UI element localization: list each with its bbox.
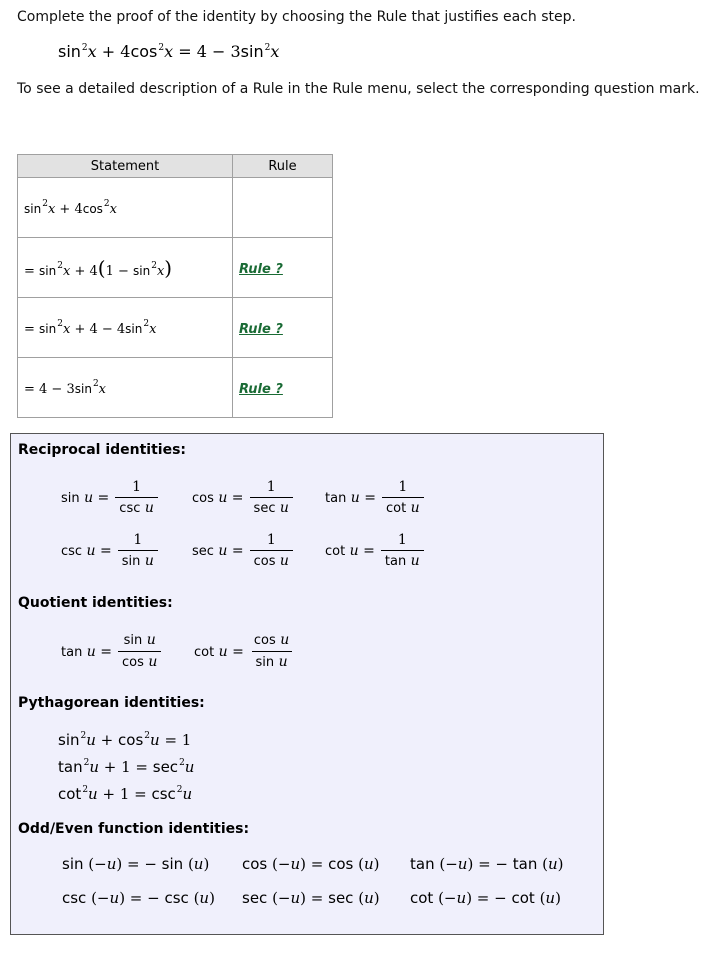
identity-pythagorean-1: $\sin^2u + \cos^2u = 1$	[58, 731, 192, 749]
instructions-line-2: To see a detailed description of a Rule in the Rule menu, select the corresponding question mark.	[17, 81, 700, 97]
identity-csc-odd: csc (−u) = − csc (u)	[62, 889, 215, 907]
rule-cell	[233, 298, 333, 358]
rule-link[interactable]: Rule ?	[239, 262, 283, 277]
identity-cot-quotient: cot u = $\frac{\text{cos u}}{\text{sin u}}$	[194, 632, 293, 671]
identity-tan-reciprocal: tan u = $\frac{1}{\text{cot u}}$	[325, 479, 424, 517]
identity-csc-reciprocal: csc u = $\frac{1}{\text{sin u}}$	[61, 532, 158, 570]
rule-cell	[233, 238, 333, 298]
identity-sec-reciprocal: sec u = $\frac{1}{\text{cos u}}$	[192, 532, 293, 570]
statement-cell: = $\sin^2x + 4(1 - \sin^2x)$	[18, 238, 233, 298]
pythagorean-heading: Pythagorean identities:	[18, 695, 205, 711]
identity-pythagorean-3: $\cot^2u + 1 = \csc^2u$	[58, 785, 193, 803]
quotient-heading: Quotient identities:	[18, 595, 173, 611]
identity-sin-odd: sin (−u) = − sin (u)	[62, 855, 210, 873]
identity-sin-reciprocal: sin u = $\frac{1}{\text{csc u}}$	[61, 479, 158, 517]
rule-link[interactable]: Rule ?	[239, 382, 283, 397]
statement-header: Statement	[18, 155, 233, 178]
identity-tan-quotient: tan u = $\frac{\text{sin u}}{\text{cos u}}$	[61, 632, 161, 671]
table-row	[18, 178, 333, 238]
identity-tan-odd: tan (−u) = − tan (u)	[410, 855, 564, 873]
instructions-line-1: Complete the proof of the identity by choosing the Rule that justifies each step.	[17, 9, 576, 25]
identity-cos-even: cos (−u) = cos (u)	[242, 855, 380, 873]
proof-table	[17, 154, 333, 418]
table-header-row	[18, 155, 333, 178]
rule-header: Rule	[233, 155, 333, 178]
rule-link[interactable]: Rule ?	[239, 322, 283, 337]
identity-sec-even: sec (−u) = sec (u)	[242, 889, 380, 907]
identity-cot-reciprocal: cot u = $\frac{1}{\text{tan u}}$	[325, 532, 424, 570]
identity-to-prove: $\sin^2x + 4\cos^2x = 4 - 3\sin^2x$	[58, 42, 280, 61]
rule-cell	[233, 358, 333, 418]
odd-even-heading: Odd/Even function identities:	[18, 821, 250, 837]
statement-cell: = $\sin^2x + 4 - 4\sin^2x$	[18, 298, 233, 358]
identity-cos-reciprocal: cos u = $\frac{1}{\text{sec u}}$	[192, 479, 293, 517]
table-row	[18, 358, 333, 418]
statement-cell: $\sin^2x + 4\cos^2x$	[18, 178, 233, 238]
identity-pythagorean-2: $\tan^2u + 1 = \sec^2u$	[58, 758, 195, 776]
table-row	[18, 298, 333, 358]
identity-cot-odd: cot (−u) = − cot (u)	[410, 889, 561, 907]
statement-cell: = $4 - 3\sin^2x$	[18, 358, 233, 418]
identities-reference-box	[10, 433, 604, 935]
rule-cell-empty	[233, 178, 333, 238]
table-row	[18, 238, 333, 298]
reciprocal-heading: Reciprocal identities:	[18, 442, 187, 458]
